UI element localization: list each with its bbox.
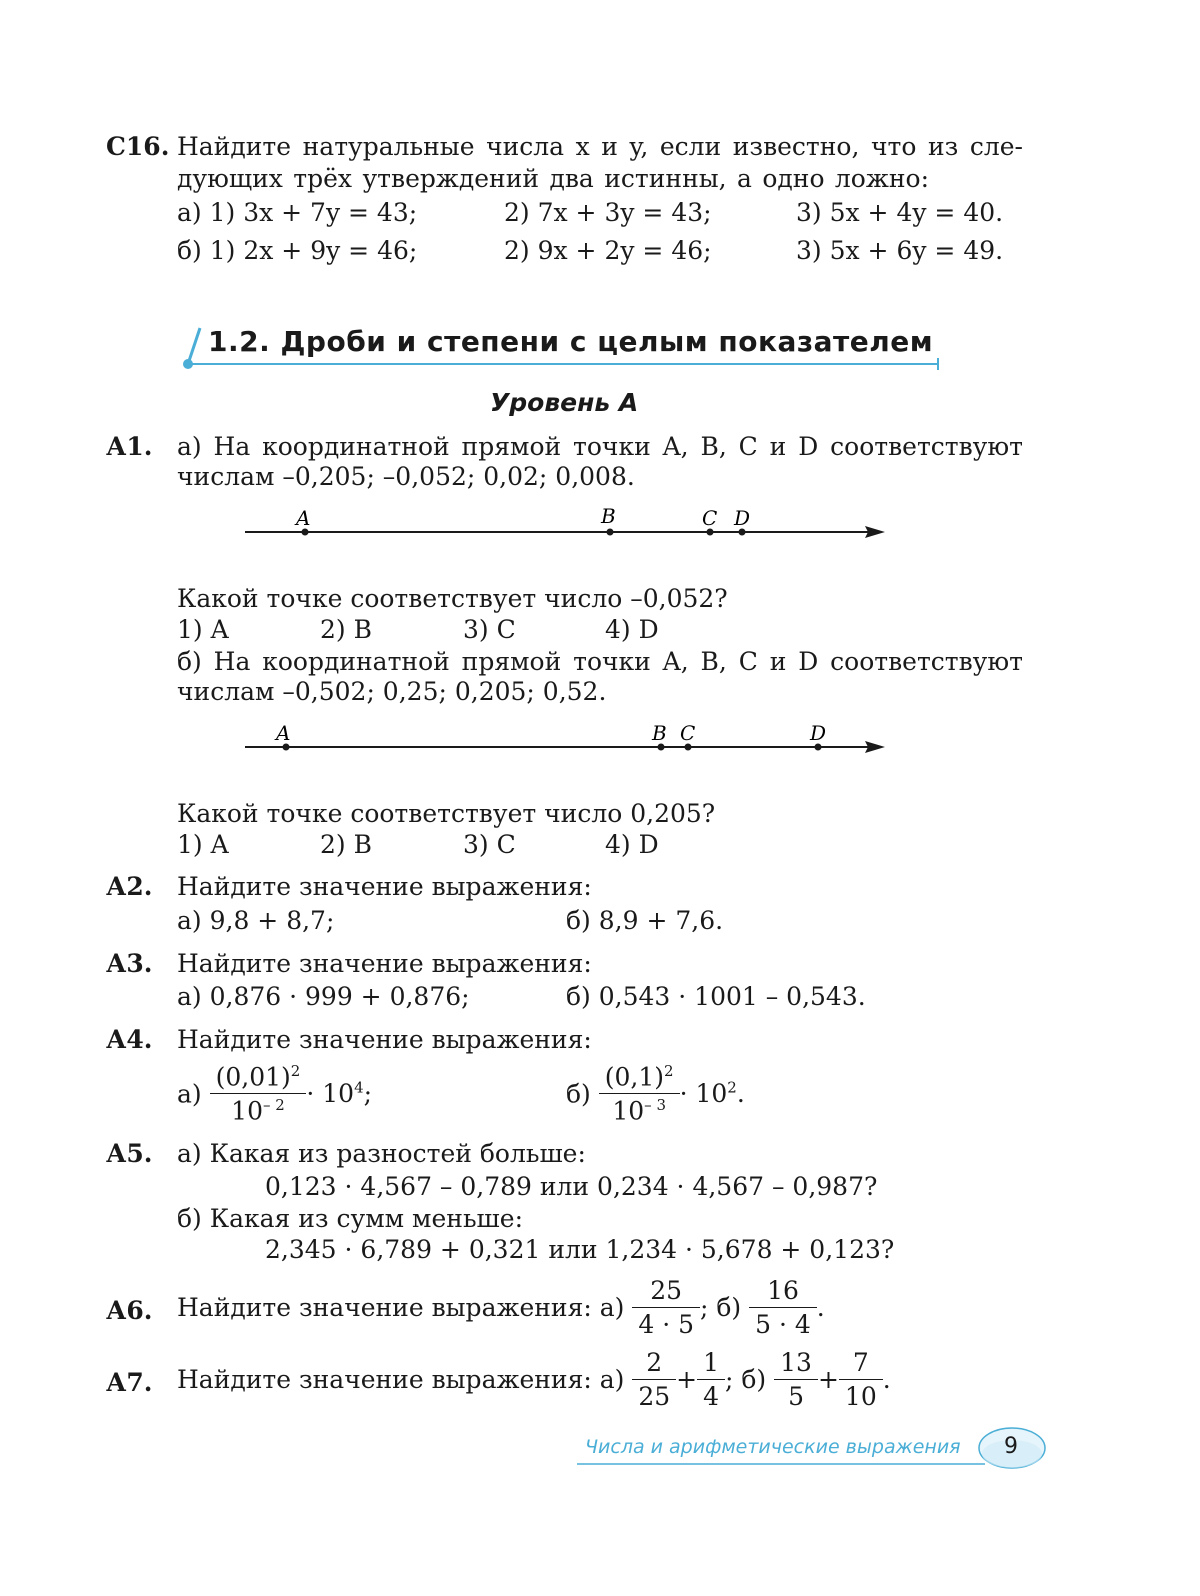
problem-number-a2: А2.: [106, 872, 153, 901]
a4-b-label: б): [566, 1079, 591, 1109]
a1-a-option-3: 3) C: [463, 615, 516, 644]
a5-a-expression: 0,123 · 4,567 – 0,789 или 0,234 · 4,567 – 0,987?: [265, 1172, 878, 1201]
a7-a2-fraction: $\frac{1}{4}$: [697, 1348, 725, 1411]
level-heading: Уровень А: [490, 388, 639, 417]
c16-b-eq1: б) 1) 2x + 9y = 46;: [177, 236, 418, 265]
section-title: 1.2. Дроби и степени с целым показателем: [208, 325, 934, 358]
a1-b-option-3: 3) C: [463, 830, 516, 859]
problem-number-c16: С16.: [106, 132, 170, 161]
problem-number-a3: А3.: [106, 949, 153, 978]
problem-number-a5: А5.: [106, 1139, 153, 1168]
a6-prompt: Найдите значение выражения: а): [177, 1293, 625, 1322]
a1-a-line1: а) На координатной прямой точки A, B, C и D соответствуют: [177, 432, 1023, 461]
a1-b-line2: числам –0,502; 0,25; 0,205; 0,52.: [177, 677, 607, 706]
a1-b-line1: б) На координатной прямой точки A, B, C и D соответствуют: [177, 647, 1023, 676]
a5-b-question: б) Какая из сумм меньше:: [177, 1204, 524, 1233]
point-label-a: A: [276, 721, 291, 745]
c16-b-eq2: 2) 9x + 2y = 46;: [504, 236, 712, 265]
a7-b1-fraction: $\frac{13}{5}$: [774, 1348, 818, 1411]
a3-part-b: б) 0,543 · 1001 – 0,543.: [566, 982, 866, 1011]
number-line-b: [240, 716, 890, 761]
point-label-b: B: [652, 721, 667, 745]
c16-b-eq3: 3) 5x + 6y = 49.: [796, 236, 1004, 265]
c16-line1: Найдите натуральные числа x и y, если известно, что из сле-: [177, 132, 1023, 161]
a6-a-fraction: $\frac{25}{4 \cdot 5}$: [632, 1276, 700, 1339]
a1-a-option-1: 1) A: [177, 615, 229, 644]
point-b: [607, 529, 614, 536]
a1-a-option-2: 2) B: [320, 615, 372, 644]
problem-number-a4: А4.: [106, 1025, 153, 1054]
point-label-c: C: [680, 721, 696, 745]
a5-b-expression: 2,345 · 6,789 + 0,321 или 1,234 · 5,678 + 0,123?: [265, 1235, 895, 1264]
a1-b-option-2: 2) B: [320, 830, 372, 859]
c16-a-eq3: 3) 5x + 4y = 40.: [796, 198, 1004, 227]
a4-part-a: а) $\frac{(0,01)^2}{10^{- 2}}$ · $10^4$;: [177, 1062, 373, 1126]
a2-prompt: Найдите значение выражения:: [177, 872, 592, 901]
a3-prompt: Найдите значение выражения:: [177, 949, 592, 978]
a6-expression: Найдите значение выражения: а) $\frac{25}{4 \cdot 5}$ ; б) $\frac{16}{5 \cdot 4}$ .: [177, 1276, 825, 1339]
point-label-d: D: [810, 721, 827, 745]
c16-a-eq2: 2) 7x + 3y = 43;: [504, 198, 712, 227]
a1-a-option-4: 4) D: [605, 615, 659, 644]
point-label-c: C: [702, 506, 718, 530]
a4-part-b: б) $\frac{(0,1)^2}{10^{- 3}}$ · $10^2$.: [566, 1062, 745, 1126]
a5-a-question: а) Какая из разностей больше:: [177, 1139, 586, 1168]
c16-a-eq1: а) 1) 3x + 7y = 43;: [177, 198, 418, 227]
a1-a-line2: числам –0,205; –0,052; 0,02; 0,008.: [177, 462, 635, 491]
problem-number-a6: А6.: [106, 1296, 153, 1325]
c16-line2: дующих трёх утверждений два истинны, а одно ложно:: [177, 164, 929, 193]
a1-b-option-4: 4) D: [605, 830, 659, 859]
a1-b-question: Какой точке соответствует число 0,205?: [177, 799, 716, 828]
a1-b-option-1: 1) A: [177, 830, 229, 859]
a4-a-label: а): [177, 1079, 202, 1109]
a4-a-fraction: $\frac{(0,01)^2}{10^{- 2}}$: [210, 1062, 307, 1126]
problem-number-a7: А7.: [106, 1368, 153, 1397]
number-line-a: [240, 500, 890, 545]
a4-b-fraction: $\frac{(0,1)^2}{10^{- 3}}$: [599, 1062, 680, 1126]
a7-a1-fraction: $\frac{2}{25}$: [632, 1348, 676, 1411]
a4-prompt: Найдите значение выражения:: [177, 1025, 592, 1054]
footer-chapter-title: Числа и арифметические выражения: [585, 1436, 961, 1458]
page-number: 9: [1004, 1434, 1018, 1459]
a7-b2-fraction: $\frac{7}{10}$: [839, 1348, 883, 1411]
a1-a-question: Какой точке соответствует число –0,052?: [177, 584, 728, 613]
point-label-a: A: [296, 506, 311, 530]
a2-part-a: а) 9,8 + 8,7;: [177, 906, 335, 935]
point-label-b: B: [601, 504, 616, 528]
a7-prompt: Найдите значение выражения: а): [177, 1365, 625, 1394]
a3-part-a: а) 0,876 · 999 + 0,876;: [177, 982, 470, 1011]
a6-b-fraction: $\frac{16}{5 \cdot 4}$: [749, 1276, 817, 1339]
point-label-d: D: [734, 506, 751, 530]
a7-expression: Найдите значение выражения: а) $\frac{2}{25}$ + $\frac{1}{4}$ ; б) $\frac{13}{5}$ + $\frac{7}{10}$ .: [177, 1348, 891, 1411]
problem-number-a1: А1.: [106, 432, 153, 461]
a2-part-b: б) 8,9 + 7,6.: [566, 906, 724, 935]
